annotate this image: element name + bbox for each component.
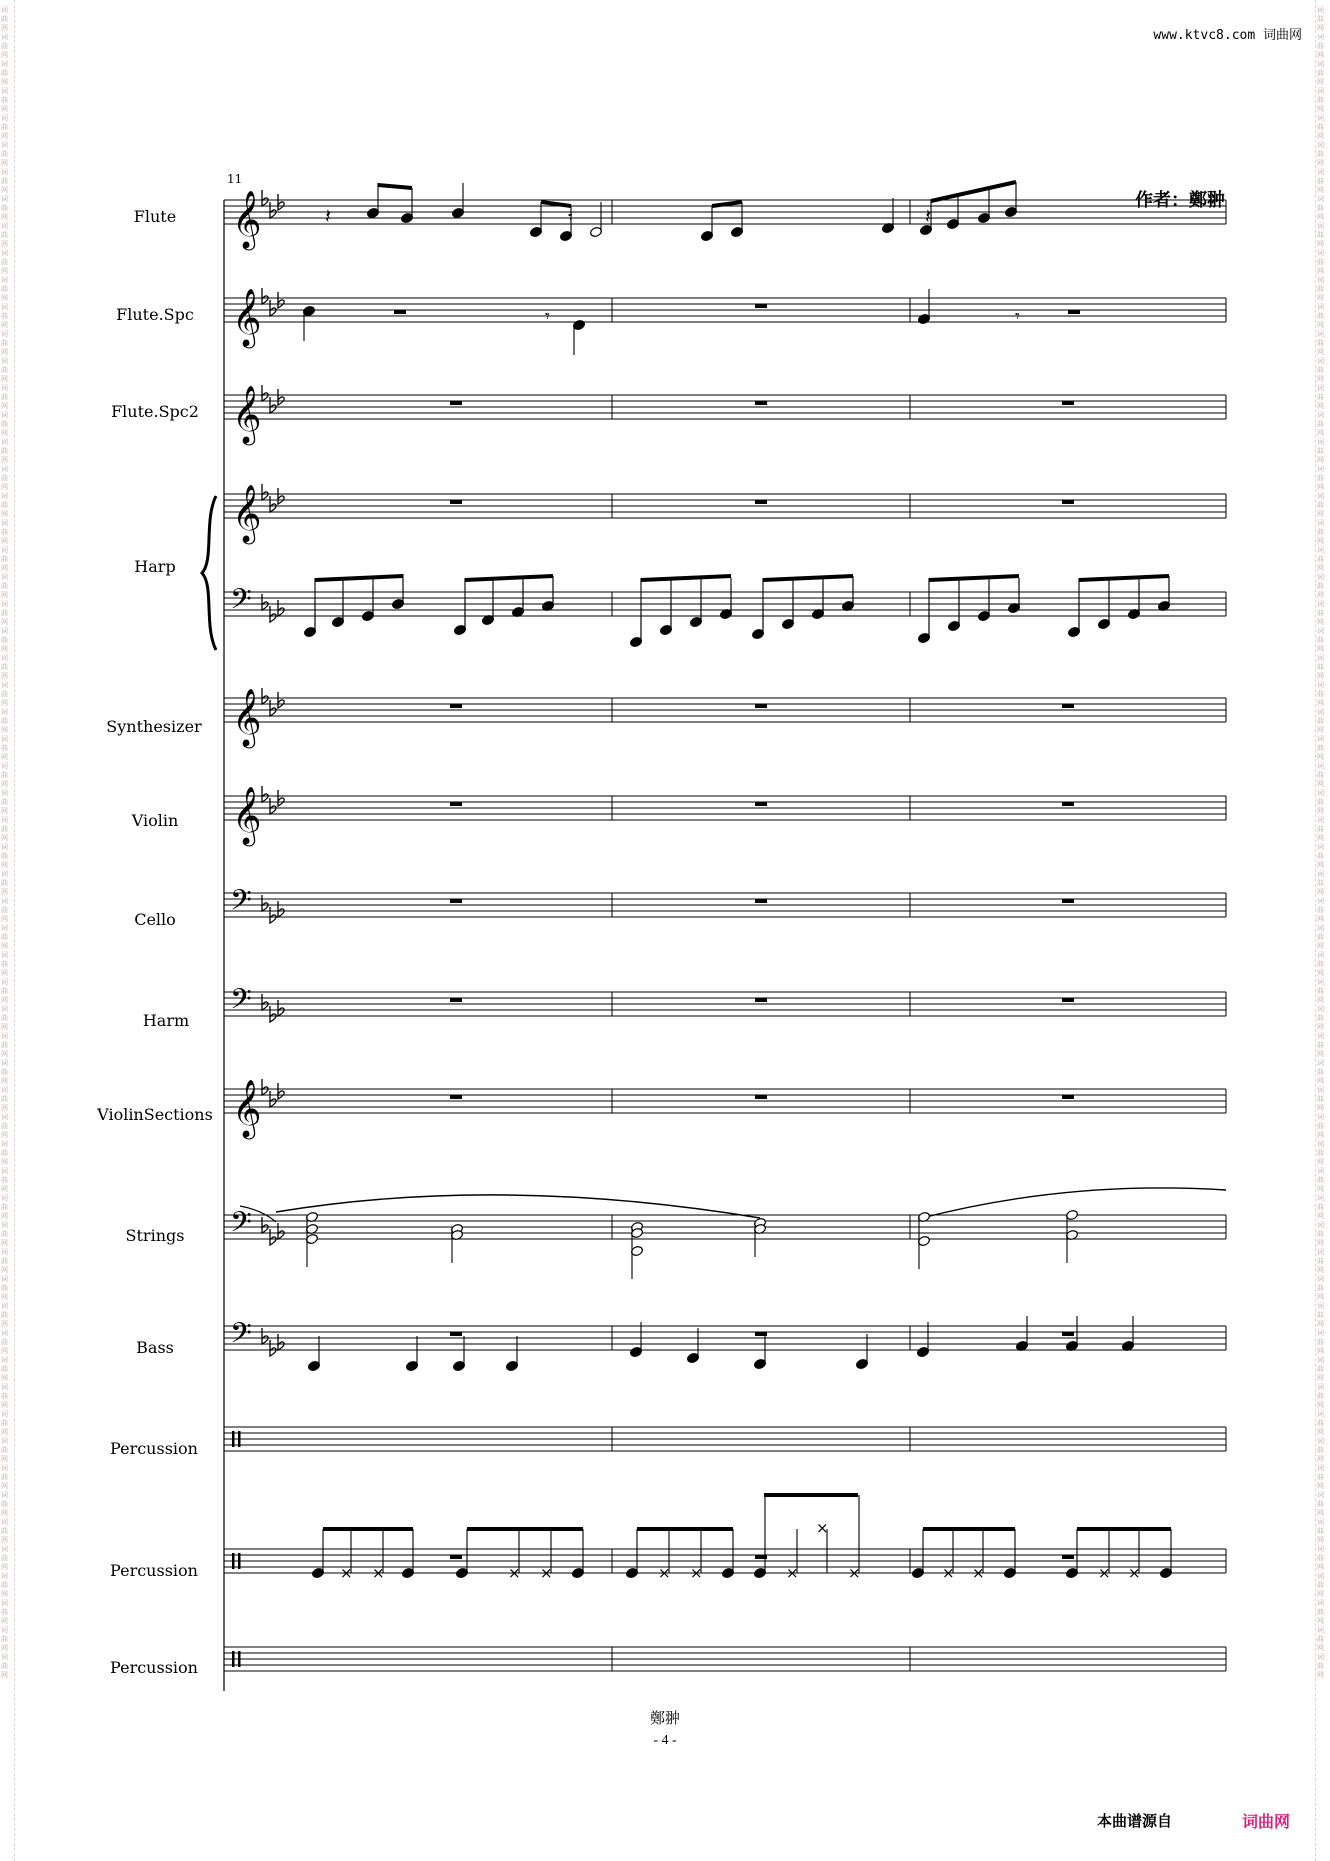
whole-rest-icon [1062, 704, 1074, 708]
cymbal-note-icon: × [1128, 1564, 1141, 1582]
instrument-label-harp: Harp [134, 557, 176, 576]
flat-icon [278, 1000, 284, 1016]
whole-rest-icon [450, 1095, 462, 1099]
percussion-clef-icon [232, 1553, 235, 1569]
eighth-rest-icon: 𝄾 [1015, 306, 1020, 327]
flat-icon [278, 389, 284, 405]
flat-icon [278, 600, 284, 616]
whole-rest-icon [755, 401, 767, 405]
instrument-label-flute-spc: Flute.Spc [116, 305, 194, 324]
whole-rest-icon [450, 998, 462, 1002]
whole-rest-icon [1062, 1332, 1074, 1336]
quarter-rest-icon: 𝄽 [325, 204, 332, 228]
treble-clef-icon: 𝄞 [232, 484, 262, 542]
whole-rest-icon [1062, 500, 1074, 504]
flat-icon [270, 606, 276, 622]
instrument-label-percussion-3: Percussion [110, 1658, 198, 1677]
measure-number: 11 [227, 172, 243, 186]
bass-clef-icon: 𝄢 [230, 983, 252, 1023]
bass-clef-icon: 𝄢 [230, 1206, 252, 1246]
beam [1079, 576, 1169, 580]
cymbal-note-icon: × [816, 1519, 829, 1537]
flat-icon [262, 1217, 268, 1233]
half-rest-icon [394, 310, 406, 314]
cymbal-note-icon: × [372, 1564, 385, 1582]
flat-icon [278, 901, 284, 917]
beam [763, 576, 853, 580]
flat-icon [262, 594, 268, 610]
beam [931, 182, 1016, 201]
flat-icon [270, 496, 276, 512]
cymbal-note-icon: × [540, 1564, 553, 1582]
whole-rest-icon [755, 500, 767, 504]
right-watermark-text: 词曲网词曲网词曲网词曲网词曲网词曲网词曲网词曲网词曲网词曲网词曲网词曲网词曲网词曲网词曲网词曲网词曲网词曲网词曲网词曲网词曲网词曲网词曲网词曲网词曲网词曲网词曲网词曲网词曲网词曲网词曲网词曲网词曲网词曲网词曲网词曲网词曲网词曲网词曲网词曲网词曲网词曲网词曲网词曲网词曲网词曲网词曲网词曲网词曲网词曲网词曲网词曲网词曲网词曲网词曲网词曲网词曲网词曲网词曲网词曲网词曲网词曲网 [1317, 6, 1324, 1679]
flat-icon [270, 1340, 276, 1356]
flat-icon [278, 790, 284, 806]
bass-clef-icon: 𝄢 [230, 884, 252, 924]
instrument-label-violin: Violin [131, 811, 179, 830]
beam [641, 576, 731, 580]
instrument-label-flute: Flute [133, 207, 177, 226]
whole-rest-icon [1062, 899, 1074, 903]
flat-icon [262, 288, 268, 304]
flat-icon [262, 1079, 268, 1095]
instrument-label-violin-sections: ViolinSections [97, 1105, 213, 1124]
instrument-label-percussion-2: Percussion [110, 1561, 198, 1580]
cymbal-note-icon: × [508, 1564, 521, 1582]
percussion-clef-icon [232, 1431, 235, 1447]
cymbal-note-icon: × [690, 1564, 703, 1582]
flat-icon [262, 385, 268, 401]
flat-icon [270, 300, 276, 316]
beam [929, 576, 1019, 580]
instrument-label-harm: Harm [142, 1011, 190, 1030]
staff-percussion-1 [224, 1427, 1226, 1451]
cymbal-note-icon: × [942, 1564, 955, 1582]
beam [712, 202, 742, 206]
staff-percussion-3 [224, 1647, 1226, 1671]
treble-clef-icon: 𝄞 [232, 688, 262, 746]
whole-rest-icon [755, 998, 767, 1002]
treble-clef-icon: 𝄞 [232, 786, 262, 844]
whole-rest-icon [450, 1555, 462, 1559]
whole-rest-icon [1062, 1555, 1074, 1559]
treble-clef-icon: 𝄞 [232, 190, 262, 248]
half-rest-icon [1068, 310, 1080, 314]
whole-rest-icon [450, 1332, 462, 1336]
instrument-label-bass: Bass [136, 1338, 174, 1357]
bass-clef-icon: 𝄢 [230, 1317, 252, 1357]
flat-icon [270, 1091, 276, 1107]
whole-rest-icon [450, 899, 462, 903]
flat-icon [270, 1229, 276, 1245]
whole-rest-icon [1062, 802, 1074, 806]
beam [465, 576, 553, 580]
cymbal-note-icon: × [340, 1564, 353, 1582]
instrument-label-flute-spc2: Flute.Spc2 [111, 402, 199, 421]
staff-violin-sections [224, 1089, 1226, 1113]
whole-rest-icon [755, 304, 767, 308]
site-header: www.ktvc8.com 词曲网 [1153, 28, 1302, 43]
flat-icon [278, 194, 284, 210]
flat-icon [270, 907, 276, 923]
cymbal-note-icon: × [1098, 1564, 1111, 1582]
composer-credit: 作者：鄭翀 [1135, 190, 1225, 211]
whole-rest-icon [755, 704, 767, 708]
staff-flute-spc2 [224, 395, 1226, 419]
flat-icon [262, 895, 268, 911]
flat-icon [262, 994, 268, 1010]
flat-icon [278, 292, 284, 308]
slur [276, 1195, 760, 1218]
flat-icon [262, 484, 268, 500]
whole-rest-icon [450, 704, 462, 708]
flat-icon [278, 1083, 284, 1099]
whole-rest-icon [755, 899, 767, 903]
footer-logo[interactable]: 词曲网 [1242, 1812, 1291, 1831]
flat-icon [270, 798, 276, 814]
beam [315, 576, 403, 580]
footer-source-text: 本曲谱源自 [1097, 1812, 1173, 1830]
staff-violin [224, 796, 1226, 820]
staff-synthesizer [224, 698, 1226, 722]
percussion-clef-icon [238, 1431, 241, 1447]
whole-rest-icon [450, 500, 462, 504]
left-watermark-text: 词曲网词曲网词曲网词曲网词曲网词曲网词曲网词曲网词曲网词曲网词曲网词曲网词曲网词曲网词曲网词曲网词曲网词曲网词曲网词曲网词曲网词曲网词曲网词曲网词曲网词曲网词曲网词曲网词曲网词曲网词曲网词曲网词曲网词曲网词曲网词曲网词曲网词曲网词曲网词曲网词曲网词曲网词曲网词曲网词曲网词曲网词曲网词曲网词曲网词曲网词曲网词曲网词曲网词曲网词曲网词曲网词曲网词曲网词曲网词曲网词曲网词曲网 [1, 6, 8, 1679]
staff-harp-treble [224, 494, 1226, 518]
flat-icon [270, 397, 276, 413]
whole-rest-icon [755, 802, 767, 806]
flat-icon [270, 202, 276, 218]
page-number: - 4 - [653, 1733, 677, 1748]
instrument-label-strings: Strings [125, 1226, 185, 1245]
flat-icon [262, 1328, 268, 1344]
cymbal-note-icon: × [972, 1564, 985, 1582]
whole-rest-icon [450, 401, 462, 405]
instrument-label-cello: Cello [134, 910, 176, 929]
instrument-label-synthesizer: Synthesizer [106, 717, 202, 736]
percussion-clef-icon [238, 1553, 241, 1569]
footer-title: 鄭翀 [649, 1709, 680, 1727]
cymbal-note-icon: × [786, 1564, 799, 1582]
flat-icon [278, 488, 284, 504]
flat-icon [278, 1334, 284, 1350]
eighth-rest-icon: 𝄾 [545, 306, 550, 327]
quarter-rest-icon: 𝄽 [925, 204, 932, 228]
treble-clef-icon: 𝄞 [232, 385, 262, 443]
beam [541, 202, 571, 206]
bass-clef-icon: 𝄢 [230, 583, 252, 623]
whole-rest-icon [1062, 401, 1074, 405]
flat-icon [262, 190, 268, 206]
percussion-clef-icon [238, 1651, 241, 1667]
flat-icon [262, 688, 268, 704]
whole-rest-icon [1062, 998, 1074, 1002]
instrument-label-percussion-1: Percussion [110, 1439, 198, 1458]
whole-rest-icon [450, 802, 462, 806]
flat-icon [278, 692, 284, 708]
staff-cello [224, 893, 1226, 917]
cymbal-note-icon: × [848, 1564, 861, 1582]
staff-harm [224, 992, 1226, 1016]
flat-icon [270, 1006, 276, 1022]
cymbal-note-icon: × [658, 1564, 671, 1582]
eighth-rest-icon: 𝄾 [568, 207, 573, 228]
whole-rest-icon [755, 1095, 767, 1099]
treble-clef-icon: 𝄞 [232, 288, 262, 346]
treble-clef-icon: 𝄞 [232, 1079, 262, 1137]
whole-rest-icon [1062, 1095, 1074, 1099]
flat-icon [278, 1223, 284, 1239]
flat-icon [262, 786, 268, 802]
flat-icon [270, 700, 276, 716]
beam [378, 185, 412, 188]
percussion-clef-icon [232, 1651, 235, 1667]
harp-brace [202, 496, 216, 650]
